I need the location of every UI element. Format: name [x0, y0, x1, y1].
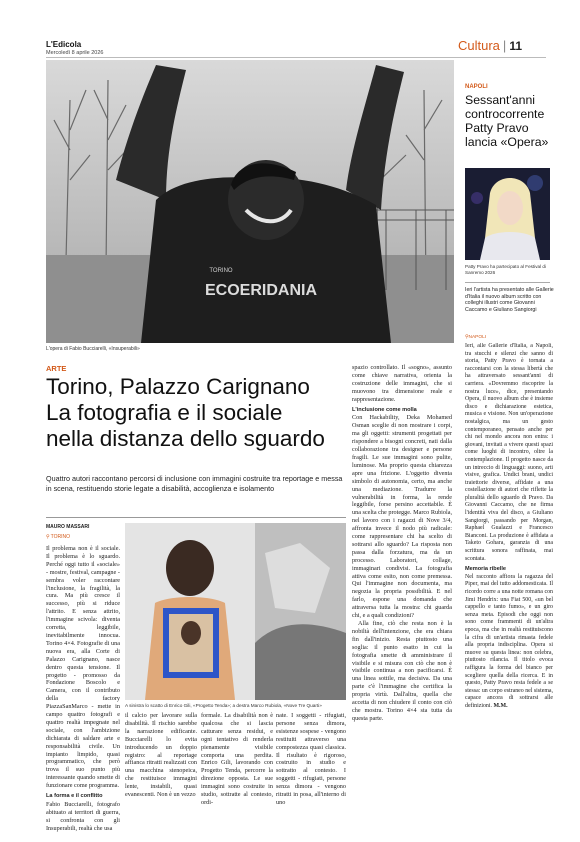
article-paragraph: formale. La disabilità non è qualcosa che si lascia catturare senza residui, e ogni tentativo di renderla pienamente visibile comporta una perdita. Enrico Gili, lavorando con Progetto Tenda, percorre la direzione opposta. Le sue immagini sono costruite in studio, sottratte al contesto, ordi-	[201, 712, 273, 806]
sidebar-paragraph: Ieri, alle Gallerie d'Italia, a Napoli, tra stucchi e silenzi che sanno di storia, Patty Pravo è tornata a raccontarsi con la stessa libertà che ha attraversato sessant'anni di carriera. «Dovremmo riscoprire la nostra luce», dice, presentando Opera, il nuovo album che è insieme disco e dichiarazione estetica, musica e visione. Non un'operazione nostalgica, ma un gesto contemporaneo, pensato anche per chi nel mondo ancora non entra: i giovani, invitati a vivere questi spazi come luoghi di incontro, oltre la contemplazione. Il progetto nasce da un intreccio di linguaggi: suono, arti visive, grafica. Undici brani, undici traiettorie diverse, affidate a una costellazione di autori che riflette la pluralità dello sguardo di Pravo. Da Giovanni Caccamo, che ne firma l'identità viva del disco, a Giuliano Sangiorgi, passando per Morgan, Raphael Gualazzi e Francesco Bianconi. La produzione è affidata a Taketo Gohara, garanzia di una scrittura sonora raffinata, mai scontata.	[465, 343, 553, 562]
header-divider	[46, 57, 546, 58]
main-photo-credit: L'opera di Fabio Bucciarelli, «Insuperabili»	[46, 346, 140, 352]
article-subhead: L'inclusione come molla	[352, 406, 417, 413]
page-number: 11	[509, 39, 522, 53]
portrait-illustration	[125, 523, 346, 700]
headline-line: La fotografia e il sociale	[46, 400, 283, 425]
main-photo-illustration	[46, 60, 454, 343]
masthead	[46, 40, 103, 56]
article-column-3b	[276, 712, 346, 842]
section-separator: |	[502, 38, 507, 53]
location-pin-icon: ⚲	[465, 335, 469, 340]
sidebar-headline-line: controcorrente	[465, 107, 545, 121]
article-column-4	[352, 364, 452, 842]
dateline	[46, 534, 70, 540]
sidebar-dateline-city: NAPOLI	[468, 335, 487, 340]
location-pin-icon: ⚲	[46, 534, 50, 540]
sidebar-headline-line: Sessant'anni	[465, 93, 536, 107]
singer-dress	[480, 232, 540, 260]
issue-date: Mercoledì 8 aprile 2026	[46, 50, 104, 56]
sidebar-photo	[465, 168, 550, 260]
sidebar-subhead: Memoria ribelle	[465, 566, 507, 573]
summary-divider	[46, 517, 346, 518]
sidebar-column	[465, 343, 553, 842]
shirt-sponsor: ECOERIDANIA	[204, 282, 318, 299]
sidebar-photo-illustration	[465, 168, 550, 260]
sidebar-headline-line: lancia «Opera»	[465, 135, 549, 149]
section-header	[458, 38, 522, 53]
article-paragraph: spazio controllato. Il «sogno», assunto come chiave narrativa, orienta la costruzione delle immagini, che si muovono tra dimensione reale e rappresentazione.	[352, 364, 452, 403]
dateline-city: TORINO	[50, 534, 71, 540]
article-summary: Quattro autori raccontano percorsi di inclusione con immagini costruite tra reportage e messa in scena, restituendo storie legate a disabilità, accoglienza e isolamento	[46, 474, 343, 493]
byline: MAURO MASSARI	[46, 524, 90, 530]
portrait-photos	[125, 523, 346, 700]
article-paragraph: Alla fine, ciò che resta non è la nobiltà dell'intenzione, che era chiara fin dall'inizio. Resta piuttosto una soglia: il punto esatto in cui la fotografia smette di amministrare il visibile e si misura con ciò che non è visibile continua a non pacificarsi. È una linea sottile, ma decisiva. Da una parte c'è l'immagine che certifica la propria virtù. Dall'altra, quella che accetta di non chiudere il conto con ciò che mostra. Torino 4×4 sta tutta da questa parte.	[352, 620, 452, 722]
article-paragraph: Con Hackability, Deka Mohamed Osman sceglie di non mostrare i corpi, ma gli oggetti: strumenti progettati per rispondere a bisogni concreti, nati dalla collaborazione tra designer e persone fragili. Le sue immagini sono pulite, luminose. Ma proprio questa chiarezza apre una frizione. L'oggetto diventa simbolo di autonomia, certo, ma anche una mediazione. Tradurre la vulnerabilità in forma, la rende leggibile, forse persino accettabile. È una scelta che protegge. Marco Rubiola, nel lavoro con i ragazzi di Nove 3/4, affronta invece il nodo più radicale: come rappresentare chi ha scelto di sottrarsi allo sguardo? La risposta non passa dalla forzatura, ma da un processo. Laboratori, collage, immaginari condivisi. La fotografia attiva come esito, non come premessa. Qui l'immagine non documenta, ma negozia la propria possibilità. E nel farlo, espone una domanda che attraversa tutta la mostra: chi guarda chi, e a quali condizioni?	[352, 414, 452, 620]
sidebar-closing-text: Nel racconto affiora la ragazza del Piper, mai del tutto addomesticata. Il ricordo corre a una notte romana con Jimi Hendrix: una Fiat 500, «un bel cappello e tanto fumo», e un giro senza meta. Episodi che oggi non sono come frammenti di un'altra epoca, ma che in realtà restituiscono la cifra di un'artista rimasta fedele alla propria indisciplina. Opera si muove su questa linea: non celebra, piuttosto rilancia. Il titolo evoca raffigura la forma del bianco per scegliere quella della ricerca. E in questo, Patty Pravo resta fedele a se stessa: un corpo estraneo nel sistema, capace ancora di sottrarsi alle definizioni.	[465, 573, 553, 709]
sidebar-headline-line: Patty Pravo	[465, 121, 529, 135]
article-column-3	[201, 712, 273, 842]
sidebar-paragraph	[465, 574, 553, 711]
article-paragraph: nate. I soggetti - rifugiati, persone senza dimora, esistenze sospese - vengono restituiti attraverso una compostezza quasi classica. Il risultato è rigoroso, costruito in studio e sottratto al contesto. I soggetti - rifugiati, persone senza dimora - vengono ritratti in posa, all'interno di uno	[276, 712, 346, 806]
sidebar-kicker: NAPOLI	[465, 84, 488, 90]
shirt-small-text: TORINO	[209, 268, 233, 274]
article-paragraph: il calcio per lavorare sulla disabilità. Il rischio sarebbe la narrazione edificante. Bucciarelli lo evita introducendo un doppio registro: al reportage affianca ritratti realizzati con una macchina stenopeica, che restituisce immagini lente, instabili, quasi evanescenti. Non è un vezzo	[125, 712, 197, 799]
singer-face	[497, 191, 523, 225]
section-name: Cultura	[458, 38, 500, 53]
article-column-2	[125, 712, 197, 842]
headline-line: Torino, Palazzo Carignano	[46, 374, 310, 399]
sidebar-lede: Ieri l'artista ha presentato alle Gallerie d'Italia il nuovo album scritto con colleghi illustri come Giovanni Caccamo e Giuliano Sangiorgi	[465, 287, 554, 313]
article-headline	[46, 374, 336, 452]
article-subhead: La forma e il conflitto	[46, 793, 103, 800]
headline-line: nella distanza dello sguardo	[46, 426, 325, 451]
sidebar-signature: M.M.	[493, 702, 508, 709]
article-paragraph: Fabio Bucciarelli, fotografo abituato ai territori di guerra, si confronta con gli Insuperabili, realtà che usa	[46, 801, 120, 832]
sidebar-photo-caption: Patty Pravo ha partecipato al Festival di Sanremo 2026	[465, 264, 546, 275]
sidebar-dateline	[465, 335, 486, 340]
rubiola-shadow	[255, 624, 346, 700]
sidebar-divider	[465, 282, 550, 283]
sidebar-headline	[465, 93, 565, 149]
woman-face	[166, 540, 214, 596]
article-column-1	[46, 545, 120, 842]
main-photo	[46, 60, 454, 343]
child-face	[181, 621, 201, 645]
article-kicker: ARTE	[46, 364, 67, 373]
newspaper-name: L'Edicola	[46, 40, 82, 49]
portrait-caption: A sinistra lo scatto di Enrico Gili, «Progetto Tenda»; a destra Marco Rubiola, «Nove Tre Quarti»	[125, 703, 322, 708]
article-paragraph: Il problema non è il sociale. Il problema è lo sguardo. Perché oggi tutto il «sociale» - mostre, festival, campagne - sembra voler raccontare l'inclusione, la fragilità, la cura. Ma più cresce il successo, più si riduce l'attrito. E senza attrito, l'immagine scivola: diventa corretta, leggibile, inevitabilmente innocua. Torino 4×4. Fotografie di una nuova era, alla Corte di Palazzo Carignano, nasce dentro questa tensione. Il progetto - promosso da Fondazione Boscolo e Camera, con il contributo della factory PiazzaSanMarco - mette in campo quattro fotografi e quattro realtà impegnate nel sociale, con l'ambizione dichiarata di saldare arte e responsabilità civile. Un impianto limpido, quasi programmatico, che però trova il suo punto più interessante quando smette di funzionare come programma.	[46, 545, 120, 790]
